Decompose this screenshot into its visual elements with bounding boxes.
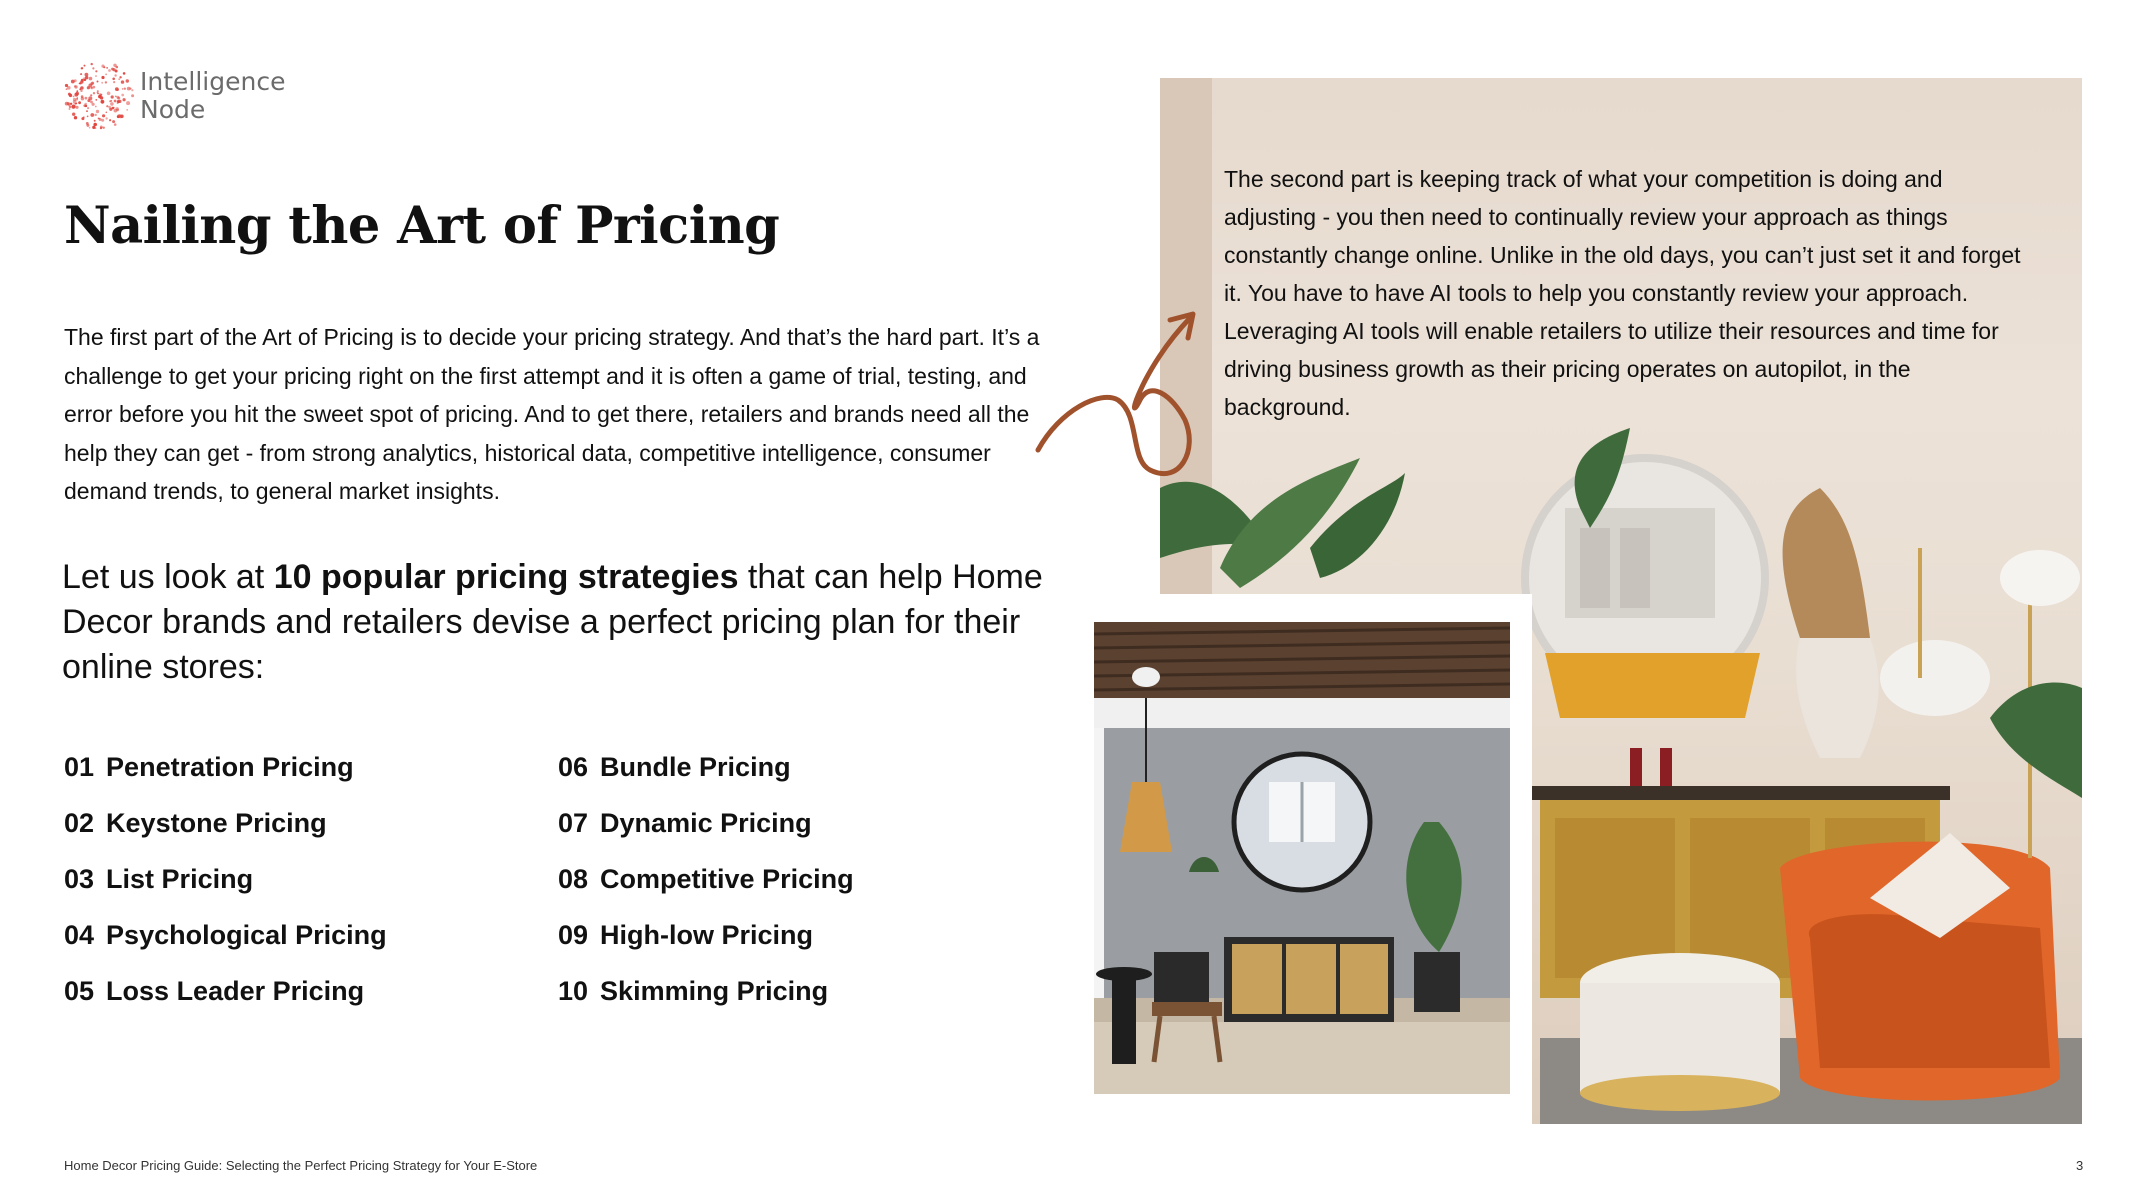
logo-dot xyxy=(110,100,112,102)
logo-dot xyxy=(86,110,88,112)
strategy-item xyxy=(558,976,828,1007)
logo-dot xyxy=(87,107,89,109)
strategy-number: 03 xyxy=(64,864,95,894)
logo-dot xyxy=(118,78,120,80)
strategy-number: 02 xyxy=(64,808,95,838)
logo-dot xyxy=(87,116,89,118)
logo-dot xyxy=(84,65,86,67)
strategy-number: 10 xyxy=(558,976,589,1006)
logo-dot xyxy=(101,119,104,122)
logo-dot xyxy=(105,81,107,83)
logo-dot xyxy=(101,94,103,96)
strategy-number: 05 xyxy=(64,976,95,1006)
logo-dot xyxy=(126,101,130,105)
logo-line-1: Intelligence xyxy=(140,67,286,96)
logo-dot xyxy=(93,123,97,127)
logo-dot xyxy=(109,119,111,121)
logo-dot xyxy=(92,67,94,69)
logo-dot xyxy=(117,100,119,102)
logo-dot xyxy=(88,84,92,88)
logo-dot xyxy=(126,109,128,111)
logo-dot xyxy=(98,118,100,120)
logo-dot xyxy=(92,103,95,106)
logo-dot xyxy=(120,115,124,119)
logo-dot xyxy=(72,113,75,116)
logo-dot xyxy=(95,70,97,72)
page-title: Nailing the Art of Pricing xyxy=(64,196,780,256)
strategy-label: List Pricing xyxy=(106,864,254,894)
logo-dot xyxy=(93,92,95,94)
logo-dot xyxy=(131,89,133,91)
strategy-label: Keystone Pricing xyxy=(106,808,327,838)
logo-dot xyxy=(106,67,108,69)
strategy-label: High-low Pricing xyxy=(600,920,814,950)
strategy-label: Loss Leader Pricing xyxy=(106,976,365,1006)
strategy-item xyxy=(64,808,327,839)
logo-dot xyxy=(131,94,134,97)
logo-dot xyxy=(75,92,79,96)
strategy-item xyxy=(64,920,387,951)
logo-dot xyxy=(129,88,131,90)
logo-dot xyxy=(101,76,104,79)
logo-dot xyxy=(74,85,77,88)
logo-dot xyxy=(81,67,83,69)
logo-dot xyxy=(116,66,119,69)
strategy-number: 09 xyxy=(558,920,589,950)
logo-dot xyxy=(106,112,108,114)
logo-dot xyxy=(90,94,92,96)
logo-dot xyxy=(71,80,75,84)
strategy-item xyxy=(64,864,253,895)
logo-dot xyxy=(78,101,81,104)
strategy-item xyxy=(558,920,813,951)
logo-dot xyxy=(126,79,129,82)
strategy-number: 06 xyxy=(558,752,589,782)
lead-after: that can help Home Decor brands and retailers devise a perfect pricing plan for their online stores: xyxy=(62,558,1043,686)
second-part-paragraph: The second part is keeping track of what your competition is doing and adjusting - you then need to continually review your approach as things constantly change online. Unlike in the old days, you can’t just set it and forget it. You have to have AI tools to help you constantly review your approach. Leveraging AI tools will enable retailers to utilize their resources and time for driving business growth as their pricing operates on autopilot, in the background. xyxy=(1224,166,2021,420)
logo-dot xyxy=(114,74,116,76)
strategy-label: Bundle Pricing xyxy=(600,752,791,782)
logo-dot xyxy=(110,102,114,106)
hallway-room-photo xyxy=(1094,622,1510,1094)
logo-dot xyxy=(86,122,89,125)
logo-dot xyxy=(97,81,99,83)
logo-dot xyxy=(112,78,115,81)
logo-dot xyxy=(109,108,112,111)
strategy-label: Psychological Pricing xyxy=(106,920,387,950)
logo-dot xyxy=(79,83,81,85)
logo-dots-icon xyxy=(62,58,136,132)
logo-dot xyxy=(92,126,95,129)
page-number: 3 xyxy=(2076,1158,2084,1173)
strategy-label: Penetration Pricing xyxy=(106,752,354,782)
logo-dot xyxy=(80,86,84,90)
lead-bold: 10 popular pricing strategies xyxy=(273,558,739,596)
logo-dot xyxy=(83,104,86,107)
logo-wordmark xyxy=(140,68,285,124)
logo-dot xyxy=(112,120,115,123)
logo-dot xyxy=(89,127,91,129)
logo-dot xyxy=(75,103,77,105)
logo-dot xyxy=(115,96,117,98)
logo-dot xyxy=(108,69,111,72)
logo-dot xyxy=(73,98,76,101)
logo-dot xyxy=(95,106,97,108)
lead-paragraph xyxy=(62,555,1052,690)
logo-dot xyxy=(119,76,121,78)
logo-dot xyxy=(103,127,105,129)
logo-dot xyxy=(97,92,99,94)
logo-dot xyxy=(117,97,120,100)
logo-dot xyxy=(101,82,103,84)
logo-dot xyxy=(95,99,97,101)
strategy-item xyxy=(558,808,812,839)
logo-dot xyxy=(75,106,78,109)
logo-dot xyxy=(122,88,124,90)
logo-dot xyxy=(100,96,103,99)
strategy-number: 01 xyxy=(64,752,95,782)
logo-dot xyxy=(111,95,114,98)
logo-dot xyxy=(121,94,124,97)
logo-dot xyxy=(101,100,103,102)
logo-dot xyxy=(121,80,124,83)
logo-dot xyxy=(114,100,117,103)
logo-dot xyxy=(115,87,119,91)
logo-dot xyxy=(81,117,84,120)
logo-dot xyxy=(97,90,99,92)
logo-dot xyxy=(123,98,126,101)
logo-dot xyxy=(90,113,94,117)
logo-dot xyxy=(107,92,111,96)
strategy-item xyxy=(558,752,791,783)
logo-line-2: Node xyxy=(140,95,206,124)
intro-paragraph: The first part of the Art of Pricing is to decide your pricing strategy. And that’s the hard part. It’s a challenge to get your pricing right on the first attempt and it is often a game of trial, testing, and error before you hit the sweet spot of pricing. And to get there, retailers and brands need all the help they can get - from strong analytics, historical data, competitive intelligence, consumer demand trends, to general market insights. xyxy=(64,324,1040,504)
logo-dot xyxy=(124,88,126,90)
logo-dot xyxy=(114,123,117,126)
logo-dot xyxy=(116,107,119,110)
strategy-number: 07 xyxy=(558,808,589,838)
logo-dot xyxy=(89,77,93,81)
logo-dot xyxy=(91,63,93,65)
hallway-illustration xyxy=(1094,622,1510,1094)
logo-dot xyxy=(87,99,90,102)
intelligence-node-logo xyxy=(62,58,292,138)
logo-dot xyxy=(80,90,82,92)
logo-dot xyxy=(65,84,68,87)
logo-dot xyxy=(101,65,104,68)
strategy-item xyxy=(64,752,354,783)
logo-dot xyxy=(106,105,108,107)
strategy-label: Competitive Pricing xyxy=(600,864,854,894)
logo-dot xyxy=(105,74,107,76)
logo-dot xyxy=(112,68,115,71)
footer-text: Home Decor Pricing Guide: Selecting the Perfect Pricing Strategy for Your E-Store xyxy=(64,1158,538,1173)
logo-dot xyxy=(68,93,71,96)
logo-dot xyxy=(81,97,84,100)
logo-dot xyxy=(100,127,102,129)
logo-dot xyxy=(113,81,115,83)
logo-dot xyxy=(123,72,126,75)
logo-dot xyxy=(95,75,97,77)
logo-dot xyxy=(74,116,77,119)
logo-dot xyxy=(117,115,120,118)
strategy-label: Skimming Pricing xyxy=(600,976,829,1006)
logo-dot xyxy=(68,104,71,107)
logo-dot xyxy=(95,114,97,116)
strategy-item xyxy=(64,976,364,1007)
strategy-number: 04 xyxy=(64,920,95,950)
logo-dot xyxy=(80,73,82,75)
logo-dot xyxy=(83,77,87,81)
logo-dot xyxy=(85,97,88,100)
logo-dot xyxy=(73,96,75,98)
curly-arrow-icon xyxy=(1030,300,1205,500)
strategy-number: 08 xyxy=(558,864,589,894)
strategy-label: Dynamic Pricing xyxy=(600,808,812,838)
strategy-item xyxy=(558,864,854,895)
logo-dot xyxy=(72,106,75,109)
logo-dot xyxy=(76,90,78,92)
logo-dot xyxy=(105,117,107,119)
lead-before: Let us look at xyxy=(62,558,274,596)
logo-dot xyxy=(102,114,105,117)
logo-dot xyxy=(96,110,99,113)
logo-dot xyxy=(94,120,96,122)
logo-dot xyxy=(69,108,71,110)
logo-dot xyxy=(66,88,68,90)
